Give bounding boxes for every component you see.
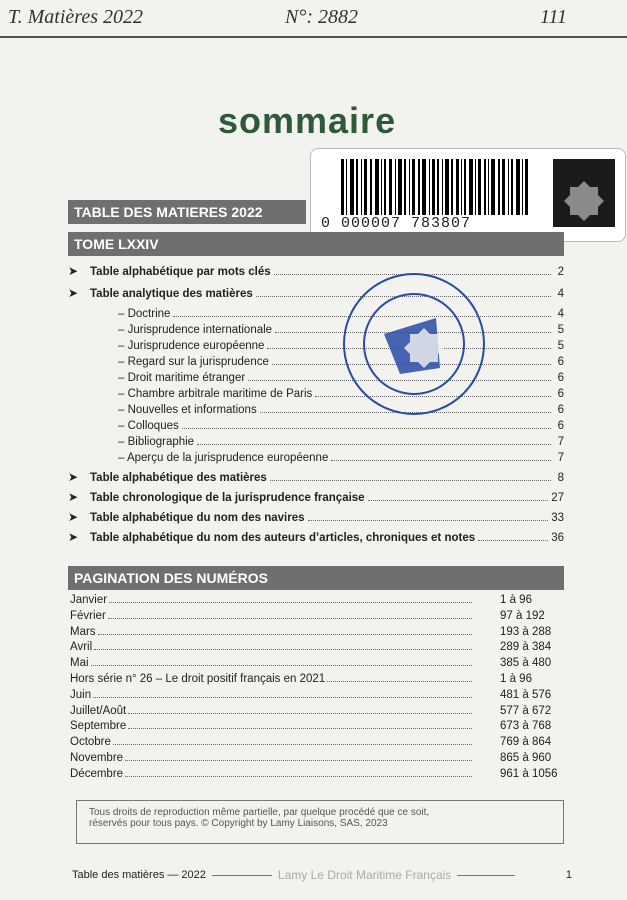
issue-label: Septembre	[70, 720, 127, 733]
handwritten-title: T. Matières 2022	[8, 6, 143, 28]
footer-page-number: 1	[565, 869, 572, 881]
issue-label: Octobre	[70, 736, 111, 749]
page-range: 385 à 480	[500, 657, 552, 670]
toc-label: – Droit maritime étranger	[118, 372, 246, 384]
toc-row	[68, 320, 564, 336]
pagination-row	[70, 637, 564, 653]
toc-row	[68, 384, 564, 400]
pagination-row	[70, 764, 564, 780]
dot-leader	[308, 520, 549, 521]
dot-leader	[125, 760, 472, 761]
toc-page-number: 27	[551, 492, 564, 504]
bullet-arrow-icon: ➤	[68, 490, 79, 504]
toc-page-number: 5	[557, 324, 564, 336]
issue-label: Mai	[70, 657, 89, 670]
pagination-row	[70, 622, 564, 638]
toc-row	[68, 352, 564, 368]
issue-label: Janvier	[70, 594, 108, 606]
toc-row	[68, 448, 564, 464]
page-range: 865 à 960	[500, 752, 552, 764]
issue-label: Juillet/Août	[70, 704, 127, 717]
dot-leader	[98, 634, 472, 635]
dot-leader	[331, 460, 551, 461]
toc-page-number: 36	[551, 532, 564, 544]
toc-page-number: 2	[557, 266, 564, 278]
page-range: 481 à 576	[500, 688, 552, 701]
issue-label: Mars	[70, 625, 96, 638]
toc-page-number: 7	[557, 436, 564, 448]
pagination-row	[70, 606, 564, 622]
page-range: 1 à 96	[500, 673, 532, 685]
toc-page-number: 4	[557, 308, 564, 320]
toc-page-number: 6	[557, 420, 564, 432]
dot-leader	[93, 697, 472, 698]
toc-label: Table alphabétique du nom des navires	[90, 512, 305, 524]
toc-row	[68, 432, 564, 448]
pagination-row	[70, 669, 564, 685]
handwritten-mark: 111	[540, 6, 568, 28]
toc-page-number: 6	[557, 372, 564, 384]
toc-page-number: 6	[557, 404, 564, 416]
library-stamp-icon	[340, 270, 488, 418]
toc-label: – Colloques	[118, 420, 179, 432]
dot-leader	[94, 649, 472, 650]
toc-label: – Doctrine	[118, 308, 171, 320]
section-header-pagination: PAGINATION DES NUMÉROS	[68, 566, 564, 590]
toc-row	[68, 528, 564, 544]
pagination-row	[70, 701, 564, 717]
page-range: 769 à 864	[500, 736, 552, 749]
page-range: 673 à 768	[500, 720, 552, 733]
pagination-row	[70, 653, 564, 669]
toc-label: Table alphabétique par mots clés	[90, 266, 271, 278]
pagination-row	[70, 748, 564, 764]
toc-row	[68, 468, 564, 484]
toc-row	[68, 488, 564, 504]
toc-row	[68, 262, 564, 278]
issue-label: Février	[70, 609, 106, 622]
issue-label: Juin	[70, 688, 92, 701]
page-range: 289 à 384	[500, 641, 552, 654]
issue-label: Hors série n° 26 – Le droit positif français en 2021	[70, 673, 326, 685]
dot-leader	[91, 665, 472, 666]
bullet-arrow-icon: ➤	[68, 530, 79, 544]
page-title: sommaire	[218, 100, 397, 141]
toc-page-number: 8	[557, 472, 564, 484]
toc-label: Table chronologique de la jurisprudence française	[90, 492, 365, 504]
footer-publication: Lamy Le Droit Maritime Français	[277, 868, 452, 882]
issue-label: Avril	[70, 641, 93, 654]
top-rule	[0, 36, 627, 38]
pagination-row	[70, 716, 564, 732]
bullet-arrow-icon: ➤	[68, 470, 79, 484]
handwritten-number: N°: 2882	[285, 6, 358, 28]
toc-label: – Aperçu de la jurisprudence européenne	[118, 452, 329, 464]
copyright-line-1: Tous droits de reproduction même partielle, par quelque procédé que ce soit,	[89, 807, 430, 818]
page-range: 193 à 288	[500, 625, 552, 638]
copyright-notice	[76, 800, 564, 844]
toc-page-number: 6	[557, 388, 564, 400]
toc-label: – Nouvelles et informations	[118, 404, 257, 416]
footer-left: Table des matières — 2022	[72, 869, 206, 881]
issue-label: Décembre	[70, 767, 124, 780]
toc-row	[68, 400, 564, 416]
toc-label: Table alphabétique du nom des auteurs d’articles, chroniques et notes	[90, 532, 476, 544]
section-header-tables: TABLE DES MATIERES 2022	[68, 200, 306, 224]
toc-row	[68, 416, 564, 432]
page-range: 961 à 1056	[500, 767, 558, 780]
copyright-line-2: réservés pour tous pays. © Copyright by Lamy Liaisons, SAS, 2023	[89, 818, 388, 829]
page-range: 1 à 96	[500, 594, 532, 606]
toc-page-number: 4	[557, 288, 564, 300]
toc-label: Table alphabétique des matières	[90, 472, 267, 484]
dot-leader	[125, 776, 472, 777]
toc-page-number: 33	[551, 512, 564, 524]
toc-page-number: 6	[557, 356, 564, 368]
toc-label: – Bibliographie	[118, 436, 195, 448]
dot-leader	[197, 444, 551, 445]
issue-label: Novembre	[70, 752, 124, 764]
page-range: 97 à 192	[500, 609, 545, 622]
toc-row	[68, 284, 564, 300]
pagination-row	[70, 685, 564, 701]
page-range: 577 à 672	[500, 704, 552, 717]
toc-row	[68, 336, 564, 352]
toc-label: – Jurisprudence européenne	[118, 340, 265, 352]
dot-leader	[182, 428, 551, 429]
library-barcode-label	[310, 148, 626, 242]
bullet-arrow-icon: ➤	[68, 286, 79, 300]
page-footer	[72, 868, 572, 882]
dot-leader	[113, 744, 472, 745]
toc-label: – Chambre arbitrale maritime de Paris	[118, 388, 313, 400]
toc-label: – Regard sur la jurisprudence	[118, 356, 269, 368]
dot-leader	[327, 681, 472, 682]
toc-page-number: 5	[557, 340, 564, 352]
dot-leader	[109, 602, 472, 603]
library-logo-icon	[553, 159, 615, 227]
dot-leader	[128, 713, 472, 714]
pagination-row	[70, 732, 564, 748]
dot-leader	[128, 728, 472, 729]
bullet-arrow-icon: ➤	[68, 264, 79, 278]
bullet-arrow-icon: ➤	[68, 510, 79, 524]
dot-leader	[270, 480, 551, 481]
dot-leader	[478, 540, 548, 541]
toc-page-number: 7	[557, 452, 564, 464]
pagination-row	[70, 590, 564, 606]
toc-row	[68, 368, 564, 384]
barcode-icon	[341, 159, 531, 215]
toc-label: Table analytique des matières	[90, 288, 253, 300]
toc-label: – Jurisprudence internationale	[118, 324, 273, 336]
section-header-tome: TOME LXXIV	[68, 232, 564, 256]
barcode-number: 0 000007 783807	[321, 215, 472, 232]
toc-row	[68, 304, 564, 320]
dot-leader	[108, 618, 472, 619]
toc-row	[68, 508, 564, 524]
dot-leader	[368, 500, 549, 501]
